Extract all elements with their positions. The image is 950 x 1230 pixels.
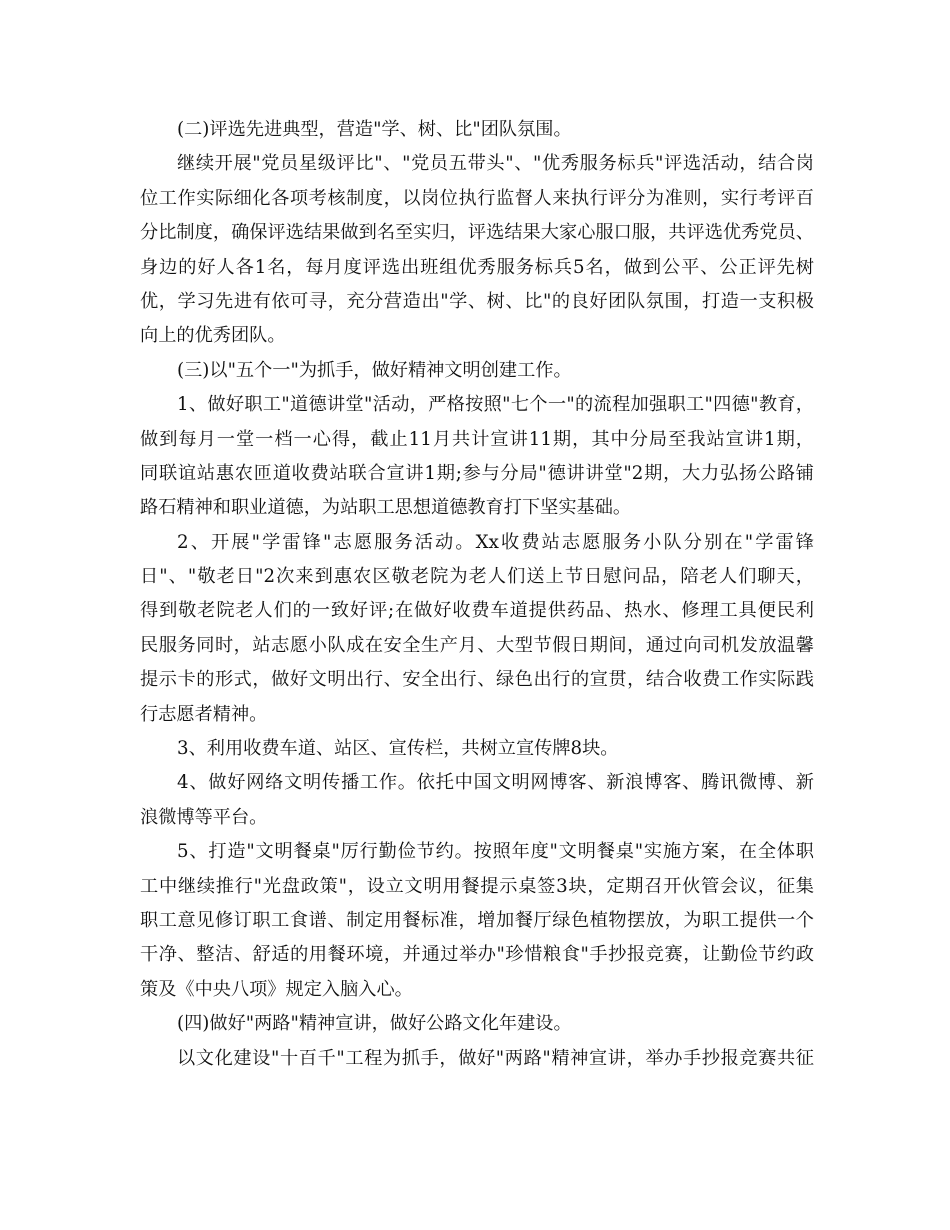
text-line: 2、开展"学雷锋"志愿服务活动。Xx收费站志愿服务小队分别在"学雷锋 <box>177 531 814 553</box>
text-line: 提示卡的形式，做好文明出行、安全出行、绿色出行的宣贯，结合收费工作实际践 <box>140 669 814 691</box>
text-line: (四)做好"两路"精神宣讲，做好公路文化年建设。 <box>177 1013 572 1035</box>
text-line: 1、做好职工"道德讲堂"活动，严格按照"七个一"的流程加强职工"四德"教育， <box>177 394 814 416</box>
document-body <box>140 113 814 1076</box>
text-line: 以文化建设"十百千"工程为抓手，做好"两路"精神宣讲，举办手抄报竞赛共征 <box>177 1047 814 1069</box>
text-line: 日"、"敬老日"2次来到惠农区敬老院为老人们送上节日慰问品，陪老人们聊天， <box>140 566 814 588</box>
text-line: 策及《中央八项》规定入脑入心。 <box>140 978 413 1000</box>
text-line: (二)评选先进典型，营造"学、树、比"团队氛围。 <box>177 119 572 140</box>
text-line: 身边的好人各1名，每月度评选出班组优秀服务标兵5名，做到公平、公正评先树 <box>140 256 814 278</box>
text-line: 位工作实际细化各项考核制度，以岗位执行监督人来执行评分为准则，实行考评百 <box>140 187 814 209</box>
text-line: 向上的优秀团队。 <box>140 325 286 347</box>
text-line: 同联谊站惠农匝道收费站联合宣讲1期;参与分局"德讲讲堂"2期，大力弘扬公路铺 <box>140 462 814 484</box>
text-line: 5、打造"文明餐桌"厉行勤俭节约。按照年度"文明餐桌"实施方案，在全体职 <box>177 841 814 863</box>
text-line: 浪微博等平台。 <box>140 806 268 828</box>
text-line: 民服务同时，站志愿小队成在安全生产月、大型节假日期间，通过向司机发放温馨 <box>140 634 814 656</box>
text-line: 干净、整洁、舒适的用餐环境，并通过举办"珍惜粮食"手抄报竞赛，让勤俭节约政 <box>140 944 814 966</box>
text-line: 优，学习先进有依可寻，充分营造出"学、树、比"的良好团队氛围，打造一支积极 <box>140 290 814 312</box>
text-line: 行志愿者精神。 <box>140 703 268 725</box>
text-line: 工中继续推行"光盘政策"，设立文明用餐提示桌签3块，定期召开伙管会议，征集 <box>140 875 814 897</box>
text-line: 继续开展"党员星级评比"、"党员五带头"、"优秀服务标兵"评选活动，结合岗 <box>177 153 814 175</box>
text-line: 得到敬老院老人们的一致好评;在做好收费车道提供药品、热水、修理工具便民利 <box>140 600 814 622</box>
text-line: 做到每月一堂一档一心得，截止11月共计宣讲11期，其中分局至我站宣讲1期， <box>140 428 814 450</box>
text-line: 分比制度，确保评选结果做到名至实归，评选结果大家心服口服，共评选优秀党员、 <box>140 222 814 244</box>
text-line: 职工意见修订职工食谱、制定用餐标准，增加餐厅绿色植物摆放，为职工提供一个 <box>140 909 814 931</box>
text-line: 路石精神和职业道德，为站职工思想道德教育打下坚实基础。 <box>140 497 632 519</box>
text-line: 3、利用收费车道、站区、宣传栏，共树立宣传牌8块。 <box>177 738 619 760</box>
text-line: 4、做好网络文明传播工作。依托中国文明网博客、新浪博客、腾讯微博、新 <box>177 772 814 794</box>
text-line: (三)以"五个一"为抓手，做好精神文明创建工作。 <box>177 359 572 381</box>
